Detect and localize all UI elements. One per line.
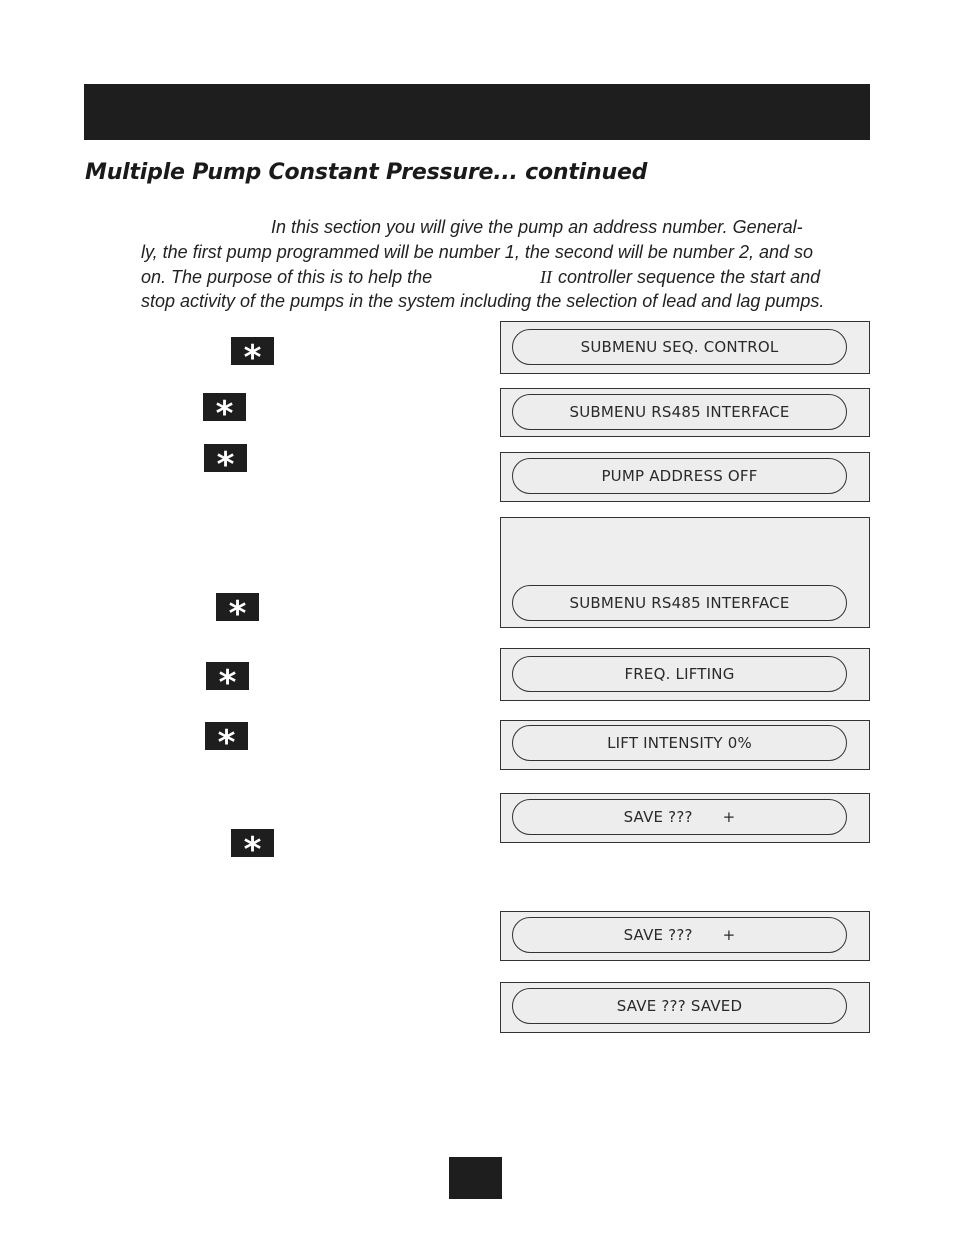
intro-line-2: ly, the first pump programmed will be number 1, the second will be number 2, and so [141,242,813,262]
lcd-text: SAVE ??? [623,926,693,944]
page-number-box [449,1157,502,1199]
lcd-display [500,982,870,1033]
star-key-icon: * [203,393,246,421]
star-key-icon: * [204,444,247,472]
lcd-display [500,321,870,374]
lcd-text: SUBMENU RS485 INTERFACE [512,585,847,621]
lcd-text: SUBMENU RS485 INTERFACE [512,394,847,430]
lcd-text: SUBMENU SEQ. CONTROL [512,329,847,365]
lcd-display [500,452,870,502]
star-key-icon: * [231,337,274,365]
lcd-display [500,793,870,843]
plus-icon: + [722,926,736,944]
intro-roman-numeral: II [540,267,552,287]
lcd-text: SAVE ??? [623,808,693,826]
lcd-display [500,388,870,437]
star-key-icon: * [205,722,248,750]
intro-line-1: In this section you will give the pump an address number. General- [271,217,803,237]
lcd-display [500,517,870,628]
lcd-display [500,648,870,701]
star-key-icon: * [231,829,274,857]
lcd-text-row [512,799,847,835]
lcd-text-row [512,917,847,953]
lcd-text: SAVE ??? SAVED [512,988,847,1024]
header-bar [84,84,870,140]
lcd-display [500,720,870,770]
lcd-display [500,911,870,961]
lcd-text: PUMP ADDRESS OFF [512,458,847,494]
star-key-icon: * [216,593,259,621]
lcd-text: LIFT INTENSITY 0% [512,725,847,761]
intro-line-3: on. The purpose of this is to help the [141,267,433,287]
intro-line-3-end: controller sequence the start and [558,267,821,287]
plus-icon: + [722,808,736,826]
star-key-icon: * [206,662,249,690]
intro-line-4: stop activity of the pumps in the system including the selection of lead and lag pumps. [141,291,825,311]
lcd-text: FREQ. LIFTING [512,656,847,692]
section-title: Multiple Pump Constant Pressure... continued [85,160,648,185]
